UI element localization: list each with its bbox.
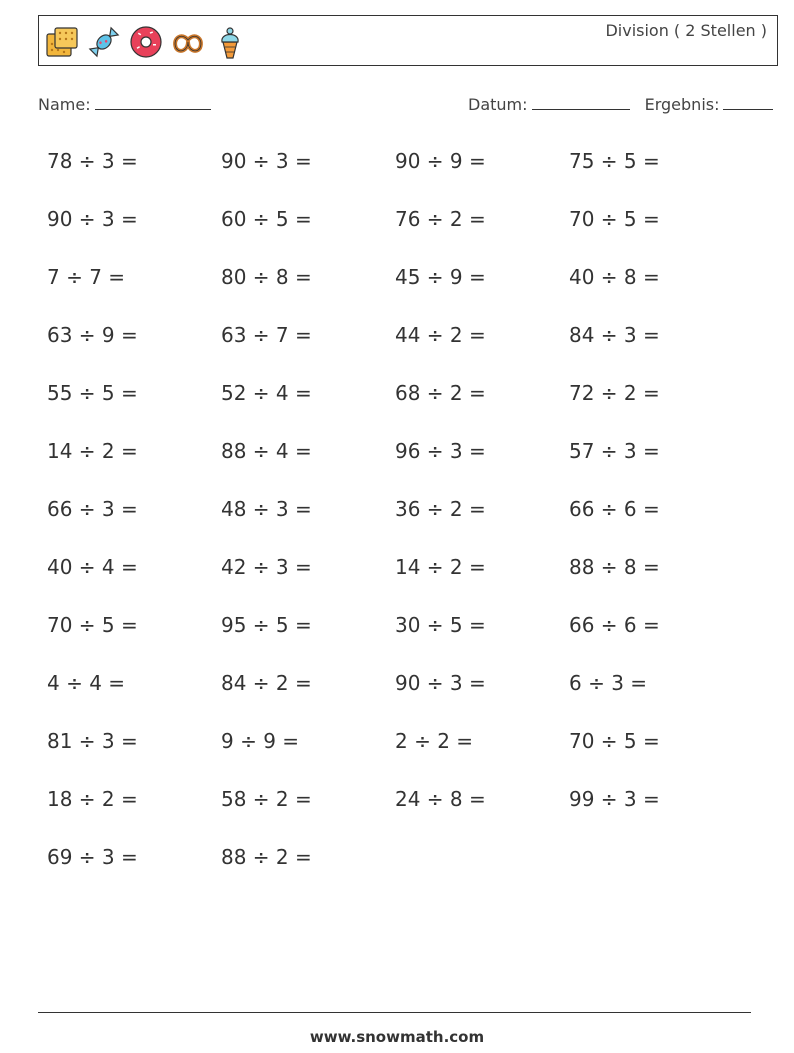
- problem-item: 36 ÷ 2 =: [395, 497, 486, 521]
- problem-item: 24 ÷ 8 =: [395, 787, 486, 811]
- problem-item: 70 ÷ 5 =: [47, 613, 138, 637]
- problem-item: 57 ÷ 3 =: [569, 439, 660, 463]
- problem-item: 88 ÷ 2 =: [221, 845, 312, 869]
- problem-item: 99 ÷ 3 =: [569, 787, 660, 811]
- problem-item: 88 ÷ 8 =: [569, 555, 660, 579]
- problem-item: 66 ÷ 3 =: [47, 497, 138, 521]
- problem-item: 7 ÷ 7 =: [47, 265, 126, 289]
- problem-item: 96 ÷ 3 =: [395, 439, 486, 463]
- result-line: [723, 93, 773, 110]
- icon-strip: [44, 22, 248, 62]
- footer-url: www.snowmath.com: [309, 1028, 485, 1046]
- problem-item: 18 ÷ 2 =: [47, 787, 138, 811]
- problem-item: 14 ÷ 2 =: [47, 439, 138, 463]
- donut-icon: [128, 24, 164, 60]
- problem-item: 42 ÷ 3 =: [221, 555, 312, 579]
- problem-item: 68 ÷ 2 =: [395, 381, 486, 405]
- problem-item: 55 ÷ 5 =: [47, 381, 138, 405]
- header-box: [38, 15, 778, 66]
- result-label: Ergebnis:: [644, 95, 720, 114]
- problem-item: 30 ÷ 5 =: [395, 613, 486, 637]
- problem-item: 90 ÷ 3 =: [47, 207, 138, 231]
- problem-item: 81 ÷ 3 =: [47, 729, 138, 753]
- problem-item: 88 ÷ 4 =: [221, 439, 312, 463]
- problem-item: 63 ÷ 7 =: [221, 323, 312, 347]
- problem-item: 63 ÷ 9 =: [47, 323, 138, 347]
- name-field: [38, 93, 211, 114]
- problem-item: 66 ÷ 6 =: [569, 613, 660, 637]
- problem-item: 9 ÷ 9 =: [221, 729, 300, 753]
- pretzel-icon: [170, 24, 206, 60]
- name-label: Name:: [38, 95, 91, 114]
- date-result-field: [468, 93, 773, 114]
- problem-item: 2 ÷ 2 =: [395, 729, 474, 753]
- problem-item: 44 ÷ 2 =: [395, 323, 486, 347]
- problem-item: 72 ÷ 2 =: [569, 381, 660, 405]
- problem-item: 76 ÷ 2 =: [395, 207, 486, 231]
- problem-item: 58 ÷ 2 =: [221, 787, 312, 811]
- problem-item: 84 ÷ 3 =: [569, 323, 660, 347]
- problem-item: 75 ÷ 5 =: [569, 149, 660, 173]
- problem-item: 90 ÷ 3 =: [395, 671, 486, 695]
- problem-item: 45 ÷ 9 =: [395, 265, 486, 289]
- name-line: [95, 93, 211, 110]
- problem-item: 69 ÷ 3 =: [47, 845, 138, 869]
- problem-item: 48 ÷ 3 =: [221, 497, 312, 521]
- problem-item: 4 ÷ 4 =: [47, 671, 126, 695]
- problem-item: 90 ÷ 3 =: [221, 149, 312, 173]
- problem-item: 70 ÷ 5 =: [569, 729, 660, 753]
- problem-item: 90 ÷ 9 =: [395, 149, 486, 173]
- problem-item: 66 ÷ 6 =: [569, 497, 660, 521]
- date-line: [532, 93, 630, 110]
- problem-item: 60 ÷ 5 =: [221, 207, 312, 231]
- problem-item: 52 ÷ 4 =: [221, 381, 312, 405]
- problem-item: 14 ÷ 2 =: [395, 555, 486, 579]
- cracker-icon: [44, 24, 80, 60]
- problem-item: 40 ÷ 4 =: [47, 555, 138, 579]
- problem-item: 40 ÷ 8 =: [569, 265, 660, 289]
- problem-item: 78 ÷ 3 =: [47, 149, 138, 173]
- date-label: Datum:: [468, 95, 528, 114]
- candy-icon: [86, 24, 122, 60]
- problem-item: 84 ÷ 2 =: [221, 671, 312, 695]
- ice-cream-icon: [212, 24, 248, 60]
- footer-divider: [38, 1012, 751, 1013]
- problem-item: 6 ÷ 3 =: [569, 671, 648, 695]
- problem-item: 70 ÷ 5 =: [569, 207, 660, 231]
- problem-item: 95 ÷ 5 =: [221, 613, 312, 637]
- worksheet-title: Division ( 2 Stellen ): [605, 21, 767, 40]
- problem-item: 80 ÷ 8 =: [221, 265, 312, 289]
